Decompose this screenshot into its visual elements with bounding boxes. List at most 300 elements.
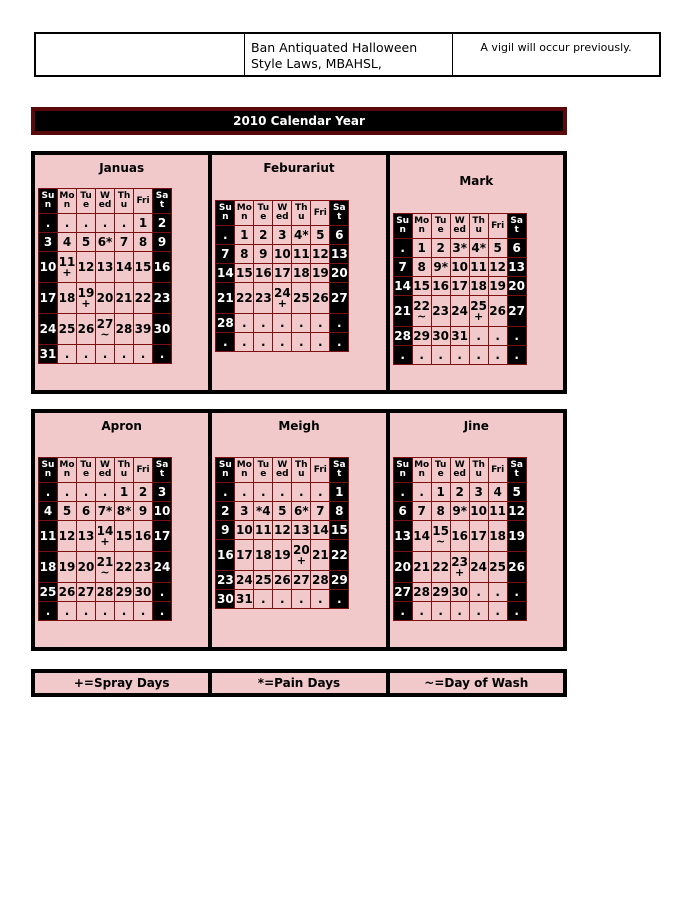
day-number: . [514, 603, 519, 618]
day-cell [273, 226, 292, 245]
week-row [393, 602, 526, 621]
day-cell [96, 252, 115, 283]
day-number: 15 [134, 259, 152, 274]
day-cell [96, 345, 115, 364]
day-number: . [299, 484, 304, 499]
day-number: 19 [508, 528, 525, 543]
day-number: . [438, 603, 443, 618]
day-cell [507, 239, 526, 258]
day-cell [39, 483, 58, 502]
day-number: 29 [330, 572, 348, 587]
day-number: 27 [508, 303, 525, 318]
month-panel [35, 413, 208, 647]
day-cell [292, 245, 311, 264]
week-row [39, 502, 172, 521]
day-number: 6 [512, 240, 521, 255]
day-number: 9 [221, 522, 230, 537]
day-cell [58, 502, 77, 521]
day-number: 3 [43, 234, 53, 249]
week-row [393, 521, 526, 552]
weekday-header: Sa t [330, 458, 349, 483]
day-cell [393, 502, 412, 521]
day-number: 22 [235, 290, 253, 305]
day-cell [412, 502, 431, 521]
week-row [216, 590, 349, 609]
day-cell [273, 590, 292, 609]
day-cell [292, 283, 311, 314]
day-cell [153, 233, 172, 252]
day-cell [311, 540, 330, 571]
day-cell [58, 345, 77, 364]
weekday-header-row [393, 458, 526, 483]
day-cell [393, 346, 412, 365]
day-cell [115, 314, 134, 345]
day-number: 20 [292, 542, 310, 557]
day-cell [134, 233, 153, 252]
weekday-header: Fri [134, 458, 153, 483]
day-cell [292, 502, 311, 521]
day-number: . [83, 484, 89, 499]
day-cell [96, 583, 115, 602]
weekday-header: W ed [96, 189, 115, 214]
day-cell [507, 346, 526, 365]
day-cell [58, 314, 77, 345]
week-row [39, 521, 172, 552]
day-cell [469, 327, 488, 346]
day-number: 19 [58, 559, 76, 574]
week-row [393, 502, 526, 521]
day-cell [292, 590, 311, 609]
day-number: . [159, 346, 165, 361]
day-number: 25 [58, 321, 76, 336]
day-number: 11 [489, 503, 506, 518]
weekday-header: Su n [216, 458, 235, 483]
day-number: 8 [417, 259, 426, 274]
day-number: 26 [311, 290, 329, 305]
month-title: Meigh [278, 419, 320, 433]
day-number: 17 [235, 547, 253, 562]
week-row [216, 283, 349, 314]
day-number: 15 [115, 528, 133, 543]
day-cell [96, 314, 115, 345]
day-number: 28 [96, 584, 114, 599]
day-number: . [242, 484, 247, 499]
day-number: 20 [96, 290, 114, 305]
day-cell [431, 583, 450, 602]
week-row [393, 346, 526, 365]
day-cell [216, 245, 235, 264]
day-number: 30 [432, 328, 449, 343]
weekday-header: Sa t [153, 458, 172, 483]
day-number: 18 [489, 528, 506, 543]
day-number: . [102, 603, 108, 618]
day-number: 12 [77, 259, 95, 274]
week-row [393, 583, 526, 602]
day-cell [134, 314, 153, 345]
day-number: 5 [316, 227, 325, 242]
day-cell [39, 602, 58, 621]
week-row [39, 602, 172, 621]
day-cell [134, 602, 153, 621]
day-number: 21 [115, 290, 133, 305]
day-number: 23 [134, 559, 152, 574]
day-number: . [280, 484, 285, 499]
day-cell [254, 502, 273, 521]
day-cell [115, 233, 134, 252]
day-cell [507, 327, 526, 346]
day-cell [77, 583, 96, 602]
weekday-header: Mo n [58, 189, 77, 214]
weekday-header-row [39, 458, 172, 483]
day-cell [254, 314, 273, 333]
day-cell [58, 214, 77, 233]
weekday-header: Su n [393, 458, 412, 483]
day-cell [292, 521, 311, 540]
day-cell [469, 602, 488, 621]
day-cell [39, 345, 58, 364]
day-number: 5 [62, 503, 72, 518]
day-number: . [400, 240, 405, 255]
day-cell [58, 552, 77, 583]
weekday-header: Tu e [77, 458, 96, 483]
day-number: 18 [254, 547, 272, 562]
day-number: 10 [153, 503, 171, 518]
day-cell [431, 602, 450, 621]
day-cell [115, 214, 134, 233]
day-number: 14 [311, 522, 329, 537]
week-row [216, 333, 349, 352]
month-grid [38, 457, 172, 621]
day-number: 23 [432, 303, 449, 318]
day-cell [96, 214, 115, 233]
day-number: 2 [436, 240, 445, 255]
day-number: . [514, 328, 519, 343]
weekday-header: Th u [115, 189, 134, 214]
day-cell [507, 502, 526, 521]
day-number: . [261, 591, 266, 606]
day-number: 5 [512, 484, 521, 499]
day-cell [488, 327, 507, 346]
day-cell [412, 552, 431, 583]
month-grid [393, 457, 527, 621]
day-cell [330, 264, 349, 283]
day-cell [469, 239, 488, 258]
day-cell [393, 277, 412, 296]
day-cell [58, 602, 77, 621]
month-grid [38, 188, 172, 364]
weekday-header: Su n [39, 189, 58, 214]
day-number: 11 [58, 254, 76, 269]
day-number: . [159, 603, 165, 618]
day-number: 24 [153, 559, 171, 574]
day-number: . [102, 215, 108, 230]
day-number: . [400, 347, 405, 362]
day-cell [450, 483, 469, 502]
day-number: 19 [77, 285, 95, 300]
day-cell [58, 233, 77, 252]
day-number: . [400, 603, 405, 618]
day-number: 14 [96, 523, 114, 538]
day-number: 1 [436, 484, 445, 499]
day-cell [412, 296, 431, 327]
day-number: 3 [278, 227, 287, 242]
day-cell [431, 296, 450, 327]
day-cell [115, 502, 134, 521]
day-number: . [102, 346, 108, 361]
day-number: 9 [259, 246, 268, 261]
day-number: . [223, 484, 228, 499]
day-number: 8* [116, 503, 132, 518]
day-number: 8 [240, 246, 249, 261]
day-cell [96, 521, 115, 552]
day-number: 18 [470, 278, 487, 293]
day-number: . [45, 215, 51, 230]
day-number: 10 [235, 522, 253, 537]
day-cell [96, 233, 115, 252]
day-cell [431, 258, 450, 277]
day-number: 7 [316, 503, 325, 518]
day-cell [216, 314, 235, 333]
day-number: . [121, 215, 127, 230]
day-cell [216, 540, 235, 571]
day-number: 5 [278, 503, 287, 518]
day-number: . [159, 584, 165, 599]
day-number: 16 [134, 528, 152, 543]
day-number: 19 [489, 278, 506, 293]
day-number: . [299, 315, 304, 330]
day-number: 6* [97, 234, 113, 249]
day-cell [450, 521, 469, 552]
day-number: 24 [273, 285, 291, 300]
day-cell [216, 226, 235, 245]
month-title: Apron [101, 419, 142, 433]
day-cell [488, 552, 507, 583]
day-number: 31 [39, 346, 57, 361]
weekday-header: Tu e [77, 189, 96, 214]
day-cell [235, 571, 254, 590]
day-number: 10 [39, 259, 57, 274]
day-number: 28 [311, 572, 329, 587]
day-number: . [318, 334, 323, 349]
weekday-header: Fri [488, 214, 507, 239]
months-row-2 [31, 409, 567, 651]
day-cell [96, 283, 115, 314]
month-title: Jine [463, 419, 489, 433]
day-number: 4 [43, 503, 53, 518]
day-number: . [495, 328, 500, 343]
day-number: 7* [97, 503, 113, 518]
day-number: 31 [451, 328, 468, 343]
week-row [393, 277, 526, 296]
day-number: 15 [413, 278, 430, 293]
day-cell [488, 296, 507, 327]
day-number: . [83, 603, 89, 618]
day-number: 26 [489, 303, 506, 318]
day-cell [216, 333, 235, 352]
week-row [393, 327, 526, 346]
day-cell [450, 277, 469, 296]
day-cell [216, 521, 235, 540]
day-cell [96, 502, 115, 521]
day-number: 16 [216, 547, 234, 562]
day-cell [311, 245, 330, 264]
day-cell [431, 239, 450, 258]
week-row [393, 239, 526, 258]
day-number: 20 [330, 265, 348, 280]
day-marker: + [474, 309, 484, 323]
day-number: 10 [470, 503, 487, 518]
day-marker: + [100, 534, 110, 548]
day-cell [254, 264, 273, 283]
day-cell [292, 264, 311, 283]
day-cell [254, 590, 273, 609]
day-cell [153, 502, 172, 521]
day-cell [273, 314, 292, 333]
day-cell [254, 283, 273, 314]
day-cell [235, 314, 254, 333]
day-number: 16 [254, 265, 272, 280]
day-number: 28 [115, 321, 133, 336]
day-cell [507, 583, 526, 602]
day-cell [488, 521, 507, 552]
day-cell [39, 502, 58, 521]
day-cell [311, 314, 330, 333]
day-cell [330, 590, 349, 609]
day-number: 6 [81, 503, 91, 518]
day-cell [273, 283, 292, 314]
day-cell [39, 283, 58, 314]
day-cell [469, 346, 488, 365]
month-title: Mark [459, 174, 494, 188]
day-number: . [419, 347, 424, 362]
week-row [216, 226, 349, 245]
weekday-header: Su n [216, 201, 235, 226]
day-number: . [83, 215, 89, 230]
day-number: 22 [115, 559, 133, 574]
day-cell [39, 314, 58, 345]
day-number: . [102, 484, 108, 499]
year-title: 2010 Calendar Year [35, 111, 563, 131]
day-cell [235, 521, 254, 540]
weekday-header: W ed [273, 201, 292, 226]
day-cell [235, 333, 254, 352]
day-cell [58, 521, 77, 552]
day-number: 14 [394, 278, 411, 293]
day-cell [153, 583, 172, 602]
day-number: . [495, 584, 500, 599]
day-cell [77, 552, 96, 583]
day-cell [450, 583, 469, 602]
day-number: 3 [240, 503, 249, 518]
day-cell [507, 258, 526, 277]
day-number: 7 [398, 259, 407, 274]
day-cell [115, 483, 134, 502]
day-cell [134, 214, 153, 233]
day-number: . [495, 603, 500, 618]
day-cell [39, 552, 58, 583]
day-number: . [242, 334, 247, 349]
day-marker: + [81, 296, 91, 310]
day-cell [412, 521, 431, 552]
day-number: 1 [240, 227, 249, 242]
weekday-header: Tu e [254, 458, 273, 483]
weekday-header: W ed [450, 458, 469, 483]
day-cell [96, 483, 115, 502]
weekday-header: Tu e [254, 201, 273, 226]
day-cell [153, 252, 172, 283]
day-number: 8 [138, 234, 148, 249]
weekday-header: Mo n [235, 201, 254, 226]
day-number: 2 [138, 484, 148, 499]
day-number: 27 [394, 584, 411, 599]
day-cell [469, 277, 488, 296]
week-row [393, 258, 526, 277]
month-panel [390, 155, 563, 390]
day-cell [330, 571, 349, 590]
day-number: . [261, 484, 266, 499]
day-cell [134, 583, 153, 602]
day-number: . [140, 346, 146, 361]
day-number: 12 [311, 246, 329, 261]
day-cell [450, 327, 469, 346]
day-cell [393, 239, 412, 258]
day-cell [115, 252, 134, 283]
month-panel [212, 413, 385, 647]
day-cell [115, 552, 134, 583]
day-number: 3 [157, 484, 167, 499]
day-cell [488, 277, 507, 296]
day-cell [330, 283, 349, 314]
day-number: . [514, 584, 519, 599]
day-number: 22 [432, 559, 449, 574]
day-number: 12 [273, 522, 291, 537]
day-cell [393, 296, 412, 327]
day-number: 26 [508, 559, 525, 574]
day-cell [431, 521, 450, 552]
day-cell [235, 264, 254, 283]
day-number: 21 [413, 559, 430, 574]
day-number: . [261, 315, 266, 330]
day-number: . [83, 346, 89, 361]
day-cell [58, 483, 77, 502]
month-grid [215, 200, 349, 352]
day-number: 22 [330, 547, 348, 562]
day-marker: ~ [100, 327, 110, 341]
day-number: 9 [157, 234, 167, 249]
day-number: 13 [330, 246, 348, 261]
day-number: . [64, 215, 70, 230]
day-number: 21 [216, 290, 234, 305]
day-number: 4* [471, 240, 486, 255]
day-number: 17 [451, 278, 468, 293]
day-number: 13 [96, 259, 114, 274]
day-cell [216, 502, 235, 521]
day-cell [77, 214, 96, 233]
day-cell [393, 521, 412, 552]
day-cell [450, 346, 469, 365]
day-number: 1 [138, 215, 148, 230]
day-cell [507, 602, 526, 621]
day-number: . [121, 603, 127, 618]
day-number: 24 [451, 303, 468, 318]
day-number: 2 [221, 503, 230, 518]
day-cell [77, 345, 96, 364]
day-cell [431, 277, 450, 296]
month-title: Januas [99, 161, 145, 175]
day-number: 12 [58, 528, 76, 543]
day-number: . [419, 603, 424, 618]
day-cell [235, 502, 254, 521]
